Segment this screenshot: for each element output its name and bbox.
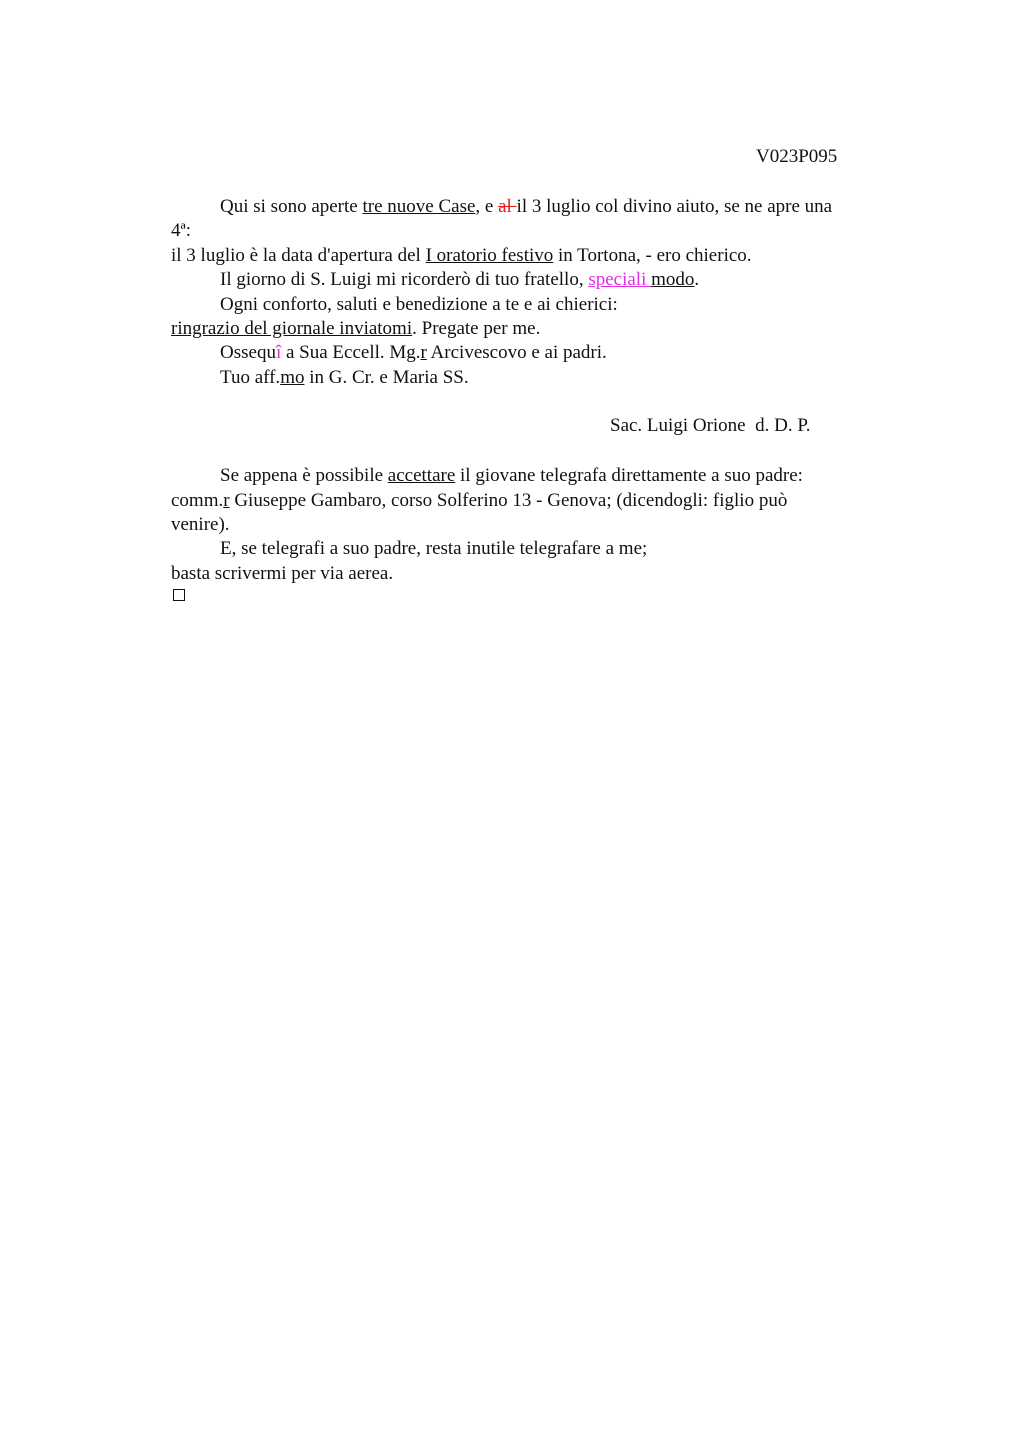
- underlined-text: ringrazio del giornale inviatomi: [171, 318, 413, 339]
- text-segment: , e: [475, 196, 499, 217]
- postscript-line-1: [220, 465, 803, 487]
- postscript-line-4: E, se telegrafi a suo padre, resta inutile telegrafare a me;: [220, 538, 648, 559]
- text-segment: in G. Cr. e Maria SS.: [304, 367, 469, 388]
- text-segment: il giovane telegrafa direttamente a suo padre:: [455, 465, 803, 486]
- letter-line-8: [220, 367, 469, 389]
- letter-line-6: [171, 318, 540, 340]
- letter-line-5: Ogni conforto, saluti e benedizione a te e ai chierici:: [220, 294, 618, 315]
- postscript-line-2: [171, 490, 787, 512]
- inserted-text: speciali: [588, 269, 652, 290]
- inserted-text: î: [275, 342, 282, 363]
- text-segment: Arcivescovo e ai padri.: [426, 342, 607, 363]
- letter-line-4: [220, 269, 699, 291]
- text-segment: il 3 luglio è la data d'apertura del: [171, 245, 426, 266]
- underlined-text: r: [223, 490, 230, 511]
- text-segment: Giuseppe Gambaro, corso Solferino 13 - Genova; (dicendogli: figlio può: [229, 490, 788, 511]
- letter-line-3: [171, 245, 752, 267]
- text-segment: Tuo aff.: [220, 367, 281, 388]
- underlined-text: r: [420, 342, 427, 363]
- deleted-text: al: [498, 196, 517, 217]
- underlined-text: I oratorio festivo: [425, 245, 554, 266]
- letter-line-2: 4ª:: [171, 220, 192, 241]
- postscript-line-3: venire).: [171, 514, 230, 535]
- text-segment: Il giorno di S. Luigi mi ricorderò di tuo fratello,: [220, 269, 589, 290]
- underlined-text: accettare: [387, 465, 456, 486]
- text-segment: il 3 luglio col divino aiuto, se ne apre una: [516, 196, 833, 217]
- document-id: V023P095: [756, 146, 838, 167]
- signature: Sac. Luigi Orione d. D. P.: [610, 415, 811, 436]
- underlined-text: tre nuove Case: [362, 196, 476, 217]
- text-segment: Se appena è possibile: [220, 465, 388, 486]
- text-segment: Ossequ: [220, 342, 276, 363]
- text-segment: .: [694, 269, 700, 290]
- text-segment: a Sua Eccell. Mg.: [281, 342, 421, 363]
- underlined-text: modo: [651, 269, 695, 290]
- letter-line-1: [220, 196, 832, 218]
- text-segment: Qui si sono aperte: [220, 196, 363, 217]
- text-segment: in Tortona, - ero chierico.: [553, 245, 752, 266]
- text-segment: comm.: [171, 490, 224, 511]
- text-segment: . Pregate per me.: [412, 318, 541, 339]
- postscript-line-5: basta scrivermi per via aerea.: [171, 563, 394, 584]
- letter-line-7: [220, 342, 607, 364]
- end-marker-box: [173, 589, 185, 601]
- underlined-text: mo: [280, 367, 305, 388]
